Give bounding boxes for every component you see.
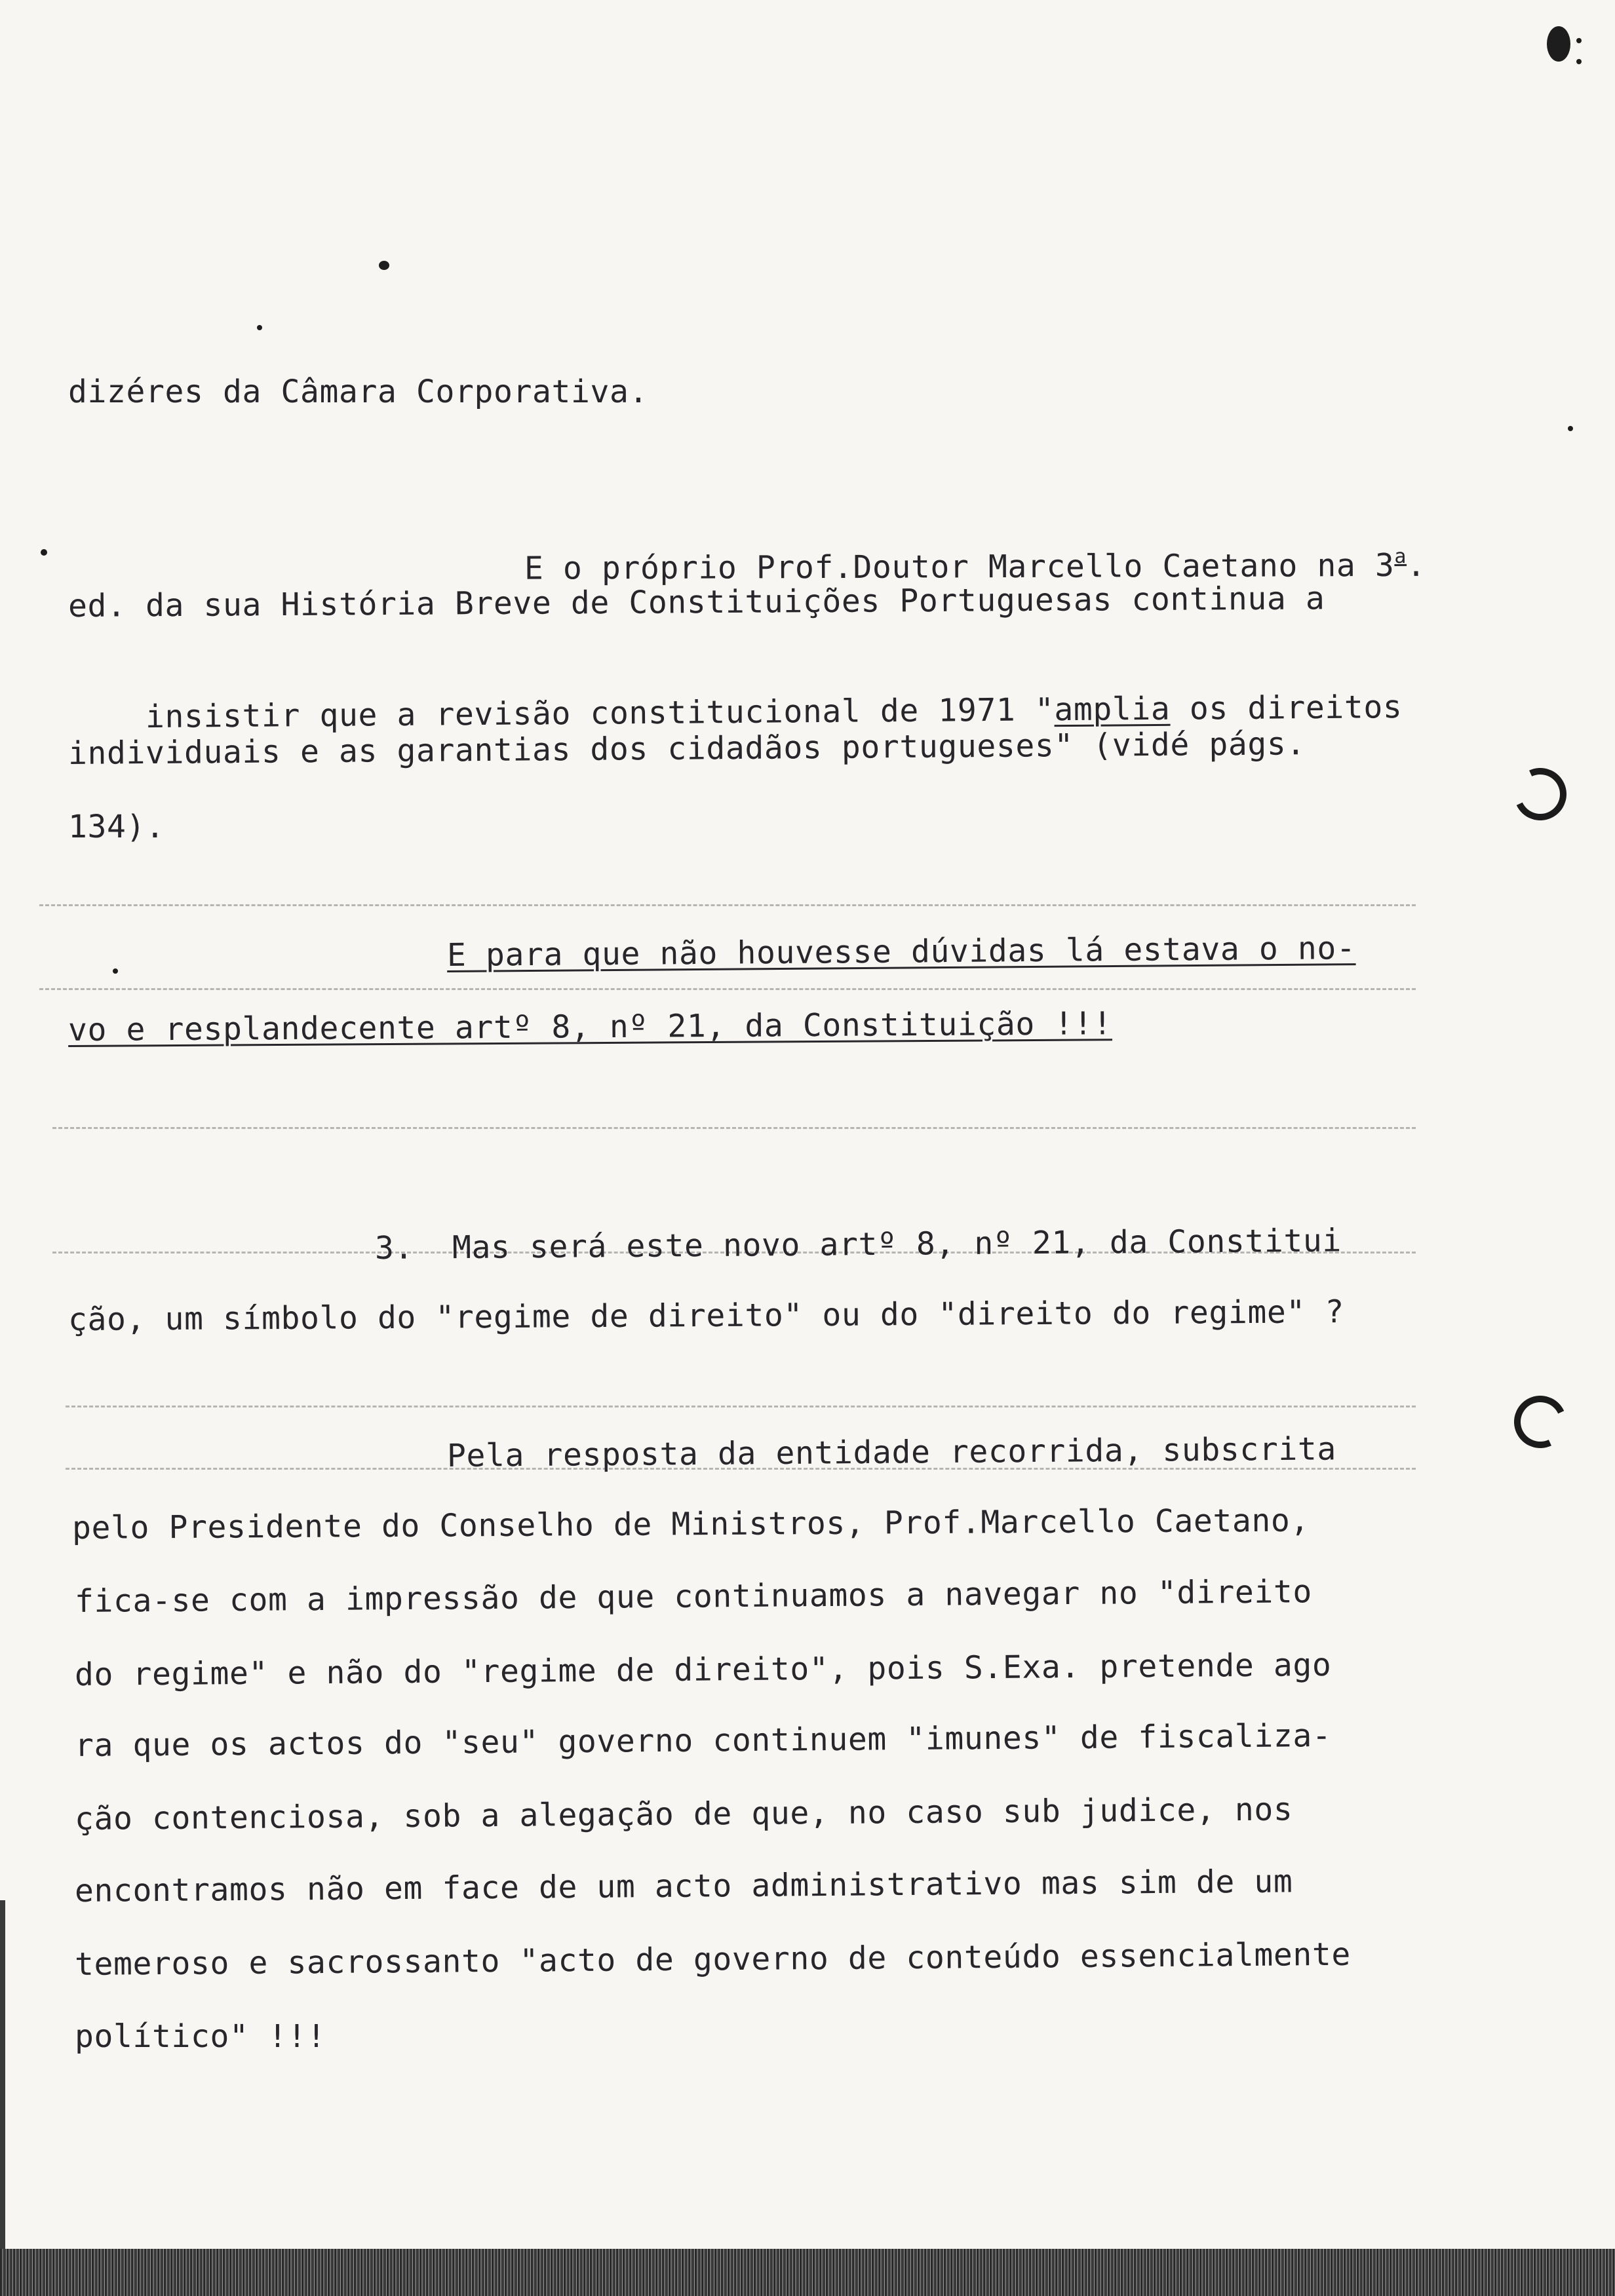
scan-speck — [1576, 59, 1582, 64]
text-line: político" !!! — [75, 2018, 326, 2055]
text-line: individuais e as garantias dos cidadãos portugueses" (vidé págs. — [68, 725, 1306, 772]
text-line: encontramos não em face de um acto administrativo mas sim de um — [74, 1863, 1293, 1909]
scan-edge — [0, 1900, 5, 2254]
scan-speck — [1547, 26, 1570, 62]
underlined-word: amplia — [1054, 690, 1171, 729]
bleed-line — [52, 1127, 1416, 1129]
text-segment: insistir que a revisão constitucional de 1971 " — [145, 691, 1055, 736]
text-segment: . — [1406, 546, 1426, 584]
text-line: temeroso e sacrossanto "acto de governo de conteúdo essencialmente — [74, 1936, 1352, 1983]
text-line: dizéres da Câmara Corporativa. — [68, 373, 648, 410]
scan-speck — [41, 549, 47, 556]
scan-speck — [113, 968, 118, 974]
text-line: vo e resplandecente artº 8, nº 21, da Constituição !!! — [68, 1005, 1113, 1048]
text-line: do regime" e não do "regime de direito", pois S.Exa. pretende ago — [74, 1646, 1332, 1693]
bleed-line — [39, 904, 1416, 906]
punch-hole-mark — [1507, 761, 1574, 828]
superscript: a — [1394, 545, 1407, 568]
scan-speck — [379, 261, 389, 270]
text-line: Pela resposta da entidade recorrida, subscrita — [446, 1430, 1337, 1474]
scan-speck — [257, 325, 262, 330]
text-line: 3. Mas será este novo artº 8, nº 21, da Constitui — [374, 1222, 1342, 1267]
text-segment: os direitos — [1170, 689, 1403, 727]
text-line: ção, um símbolo do "regime de direito" ou do "direito do regime" ? — [68, 1293, 1345, 1338]
scan-speck — [1568, 426, 1573, 431]
punch-hole-mark — [1507, 1388, 1574, 1456]
text-segment: E o próprio Prof.Doutor Marcello Caetano na 3 — [524, 546, 1395, 587]
bleed-line — [39, 988, 1416, 990]
text-line: 134). — [68, 809, 165, 845]
text-line: pelo Presidente do Conselho de Ministros, Prof.Marcello Caetano, — [71, 1502, 1310, 1546]
text-line: ra que os actos do "seu" governo continuem "imunes" de fiscaliza- — [74, 1717, 1332, 1764]
scan-speck — [1576, 38, 1582, 43]
text-line: fica-se com a impressão de que continuamos a navegar no "direito — [74, 1573, 1313, 1620]
bleed-line — [66, 1406, 1416, 1407]
text-line: ed. da sua História Breve de Constituições Portuguesas continua a — [68, 580, 1325, 624]
text-line: ção contenciosa, sob a alegação de que, no caso sub judice, nos — [74, 1791, 1293, 1837]
scan-edge — [0, 2249, 1615, 2296]
text-line: E para que não houvesse dúvidas lá estava o no- — [446, 930, 1356, 974]
